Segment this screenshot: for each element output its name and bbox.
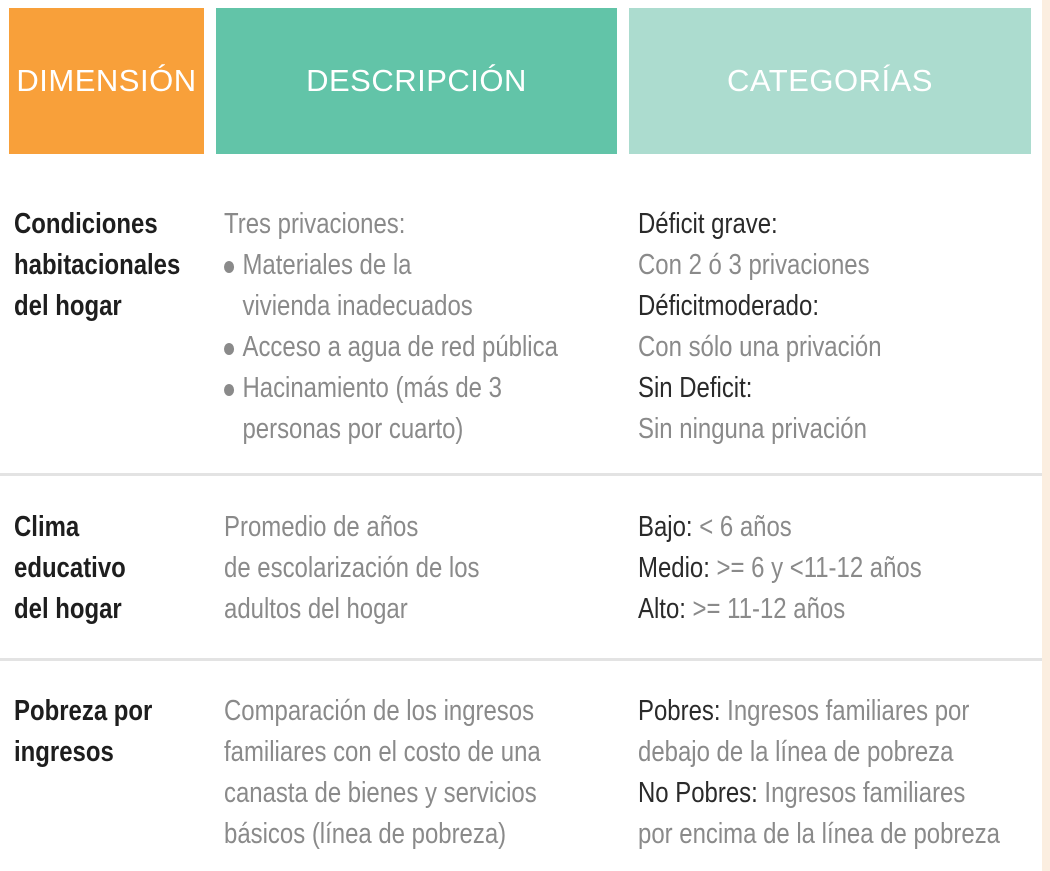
row-divider: [0, 658, 1042, 661]
row3-description: [224, 691, 541, 855]
row2-description-line: adultos del hogar: [224, 593, 408, 625]
bullet-line: personas por cuarto): [242, 413, 464, 445]
category-text: debajo de la línea de pobreza: [638, 736, 954, 768]
category-label: Pobres:: [638, 695, 721, 727]
row3-dimension: [14, 691, 152, 773]
category-label: Medio:: [638, 552, 710, 584]
category-text: Sin ninguna privación: [638, 413, 867, 445]
category-label: Déficitmoderado:: [638, 290, 819, 322]
category-text: por encima de la línea de pobreza: [638, 818, 1001, 850]
bullet-line: Hacinamiento (más de 3: [242, 368, 557, 409]
header-categories-label: CATEGORÍAS: [727, 63, 933, 98]
row3-categories: [638, 691, 1000, 855]
row2-description-line: Promedio de años: [224, 511, 419, 543]
row3-description-line: Comparación de los ingresos: [224, 695, 535, 727]
category-text: Con sólo una privación: [638, 331, 882, 363]
category-label: Alto:: [638, 593, 686, 625]
header-dimension-label: DIMENSIÓN: [16, 63, 197, 98]
row-divider: [0, 473, 1042, 476]
row2-dimension-line: Clima: [14, 511, 80, 543]
bullet-line: Materiales de la: [242, 245, 557, 286]
row3-dimension-line: ingresos: [14, 736, 114, 768]
category-text: < 6 años: [692, 511, 792, 543]
row1-dimension-line: del hogar: [14, 290, 122, 322]
row1-dimension-line: habitacionales: [14, 249, 181, 281]
row3-description-line: familiares con el costo de una: [224, 736, 541, 768]
row2-dimension-line: del hogar: [14, 593, 122, 625]
category-text: Con 2 ó 3 privaciones: [638, 249, 870, 281]
row3-description-line: canasta de bienes y servicios: [224, 777, 537, 809]
category-text: Ingresos familiares por: [720, 695, 970, 727]
row3-dimension-line: Pobreza por: [14, 695, 153, 727]
row1-dimension: [14, 204, 180, 327]
row2-categories: [638, 507, 922, 630]
row2-dimension: [14, 507, 126, 630]
bullet-line: vivienda inadecuados: [242, 290, 473, 322]
category-text: Ingresos familiares: [757, 777, 966, 809]
row1-description-intro: Tres privaciones:: [224, 208, 406, 240]
row3-description-line: básicos (línea de pobreza): [224, 818, 507, 850]
bullet-line: Acceso a agua de red pública: [242, 327, 557, 368]
row2-dimension-line: educativo: [14, 552, 126, 584]
row1-description: [224, 204, 558, 450]
header-dimension: [9, 8, 204, 154]
row2-description: [224, 507, 480, 630]
header-description-label: DESCRIPCIÓN: [306, 63, 527, 98]
row1-categories: [638, 204, 882, 450]
right-edge-strip: [1042, 0, 1050, 871]
row2-description-line: de escolarización de los: [224, 552, 480, 584]
row1-bullet-3: [224, 368, 558, 450]
header-description: [216, 8, 617, 154]
category-label: Déficit grave:: [638, 208, 778, 240]
row1-bullet-1: [224, 245, 558, 327]
row1-bullet-2: [224, 327, 558, 368]
category-label: Bajo:: [638, 511, 693, 543]
category-label: No Pobres:: [638, 777, 758, 809]
row1-dimension-line: Condiciones: [14, 208, 158, 240]
category-text: >= 11-12 años: [685, 593, 846, 625]
category-text: >= 6 y <11-12 años: [709, 552, 922, 584]
header-categories: [629, 8, 1031, 154]
category-label: Sin Deficit:: [638, 372, 753, 404]
